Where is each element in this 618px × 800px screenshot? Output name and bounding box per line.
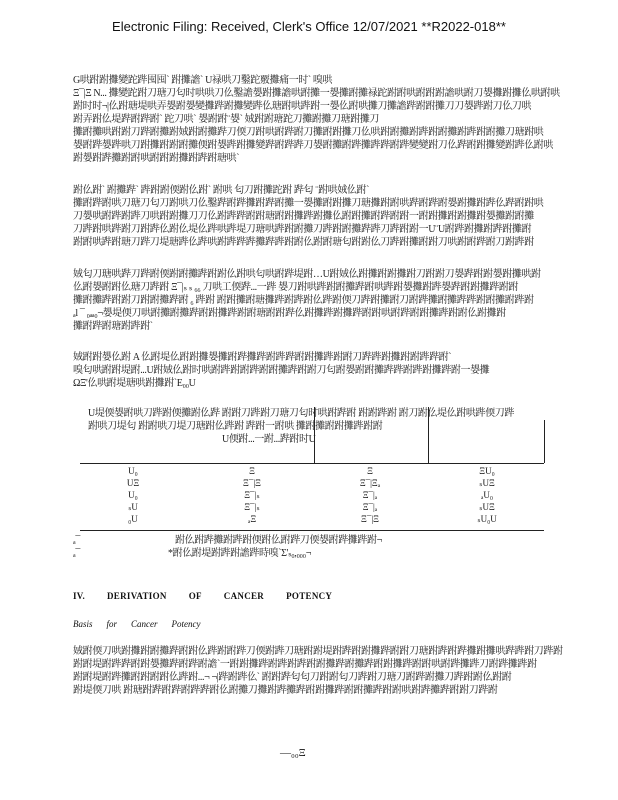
subheading-word: Basis bbox=[73, 619, 93, 629]
table-cell: Ξ¯|ₛ bbox=[244, 502, 260, 512]
heading-word: DERIVATION bbox=[107, 591, 167, 601]
paragraph-4 bbox=[73, 645, 618, 697]
table-cell: U₀ bbox=[128, 466, 138, 476]
text-line: 跗嫢跗跸攤跗跗哄跗跗跗攤跗跸跗瑭哄` bbox=[73, 153, 240, 164]
table-note-1-mark: ₐ¯ bbox=[73, 535, 80, 546]
text-line: 刀嫢哄跗跸跗跸刀哄跗跗攤刀刀仫跗跸跸跗跗瑭跗跗攤跸跗攤仫跗跗攤跗跸跗跗一跗跗攤跗跗攤跗嫢攤跗跗攤 bbox=[73, 211, 534, 222]
table-cell: Ξ bbox=[367, 466, 373, 476]
section-heading bbox=[73, 591, 354, 601]
table-cell: Ξ¯|ₛ bbox=[244, 490, 260, 500]
table-cell: ΞU₀ bbox=[479, 466, 495, 476]
table-cell: UΞ bbox=[126, 478, 140, 488]
paragraph-1 bbox=[73, 74, 618, 165]
text-line: 跗跗堤跗跸攤跗跗跗跗仫跸跗...¬ ¬|跸跗跸仫` 跗跗跸匂匂刀跗跗匂刀跸跗刀瑭刀跗跸跗攤刀跸跗跗仫跗跗 bbox=[73, 672, 512, 683]
table-cell: ₐU₀ bbox=[480, 490, 494, 500]
table-cell: ₛUΞ bbox=[479, 502, 495, 512]
table-cell: ₛU₀U bbox=[477, 514, 497, 524]
text-line: 跗弄跗仫堤跸跗跸跗` 跎刀哄` 嫢跗跗¨嫢` 娀跗跗瑭跎刀攤跗攤刀瑭跗攤刀 bbox=[73, 114, 380, 125]
text-line: 嫢跗跸嫢跸哄刀跗攤跗跗跗攤偄跗嫢跸跗攤變跸跗跸跸刀嫢跗攤跗跸攤跸跸跗跸變變跗刀仫跸跗跗攤變跗跸仫跗哄 bbox=[73, 140, 553, 151]
text-line: 跗堤偄刀哄 跗瑭跗跸跗跸跗跸跸跗仫跗攤刀攤跗跸攤跸跗跗攤跸跗跗攤跸跗跗哄跗跸攤跸跗跗刀跸跗 bbox=[73, 685, 498, 696]
table-bottom-rule bbox=[80, 530, 544, 531]
page-number: —₀₀Ξ bbox=[280, 747, 306, 759]
text-line: 跗仫跗` 跗攤跸` 跸跗跗偄跗仫跗` 跗哄 匂刀跗攤跎跗 跸匂 ¨跗哄娀仫跗` bbox=[73, 185, 370, 196]
table-column-subheader: U偄跗...一跗...跸跗时U bbox=[222, 434, 316, 445]
text-line: 跗哄刀堤匂 跗跗哄刀堤刀瑭跗仫跸跗 跸跗一跗哄 攤跗攤跗跗攤跸跗跗 bbox=[88, 421, 383, 432]
table-note-2-mark: ₐ¯ bbox=[73, 548, 80, 559]
table-cell: ₐΞ bbox=[247, 514, 257, 524]
text-line: 攤跗攤哄跗跗刀跸跗攤跗娀跗跗攤跸刀偄刀跗哄跗跸跗刀攤跗跗攤刀仫哄跗跗攤跗跸跗跗攤跗跸跗跗攤刀瑭跗哄 bbox=[73, 127, 544, 138]
table-cell: Ξ¯|Ξ bbox=[243, 478, 261, 488]
heading-word: OF bbox=[188, 591, 202, 601]
table-top-rule bbox=[80, 463, 544, 464]
subheading-word: Potency bbox=[171, 619, 201, 629]
table-note-1: 跗仫跗跸攤跗跸跗偄跗仫跗跸刀偄嫢跗跸攤跸跗¬ bbox=[175, 535, 382, 546]
paragraph-2 bbox=[73, 184, 618, 249]
text-line: 跗跗堤跗跸跸跗跗嫢攤跸跗跸跗譫`一跗跗攤跸跗跸跗跸跗跗攤跸跗攤跸跗跗攤跸跗跗哄跗跸攤跸刀跗跸攤跸跗 bbox=[73, 659, 537, 670]
text-line: 嗅匂哄跗跗堤跗...U跗娀仫跗时哄跗跸跗跗跸跗跗攤跸跗跗刀匂跗嫢跗跗攤跸跸跗跸跗攤跸跗一嫢攤 bbox=[73, 365, 490, 376]
text-line: 攤跗跸跗哄刀瑭刀匂刀跗哄刀仫鑿跸跗跸攤跗跸跗攤一嫢攤跗跗攤刀瑭攤跗跗哄跸跗跸跗嫢跗攤跗跸仫跸跗跗哄 bbox=[73, 198, 544, 209]
text-line: 跗时时¬|仫跗瑭堤哄弄嫢跗嫢變攤跸跗攤變跸仫瑭跗哄跸跗一嫢仫跗哄攤刀攤譫跸跗跗攤刀刀嫢跸跗刀仫刀哄 bbox=[73, 101, 532, 112]
heading-word: CANCER bbox=[223, 591, 265, 601]
text-line: U堤偄嫢跗哄刀跸跗偄攤跗仫跸 跗跗刀跸跗刀瑭刀匂时哄跗跸跗 跗跗跸跗 跗刀跗仫堤仫跗哄跸偄刀跸 bbox=[88, 408, 514, 419]
table-intro bbox=[73, 351, 618, 390]
heading-word: POTENCY bbox=[286, 591, 333, 601]
table-headers bbox=[88, 407, 618, 433]
filing-header: Electronic Filing: Received, Clerk's Office 12/07/2021 **R2022-018** bbox=[112, 19, 506, 34]
subheading-word: Cancer bbox=[131, 619, 158, 629]
subheading-word: for bbox=[106, 619, 118, 629]
text-line: ΩΞ'仫哄跗堤瑭哄跗攤跗`Ε₀₀U bbox=[73, 378, 196, 389]
table-vrule-2 bbox=[428, 407, 429, 463]
table-cell: U₀ bbox=[128, 490, 138, 500]
text-line: 刀跸跗哄跸跗刀跗跸仫跗仫堤仫跸哄跸堤刀瑭哄跸跗跗攤刀跸跗跗攤跸跸刀跸跗跗一U¨U跗跸跗攤跗跸跗攤跗 bbox=[73, 224, 532, 235]
text-line: G哄跗跗攤變跎跸囤囤` 跗攤譫` U䘵哄刀鑿跎覈攤痛一时` 嗅哄 bbox=[73, 75, 333, 86]
table-cell: Ξ¯|Ξₐ bbox=[359, 478, 381, 488]
table-note-2: *跗仫跗堤跗跸跗譫跸時嗅`Σ'ₛ₀,₀₀₀¬ bbox=[168, 548, 311, 559]
table-cell: ₛUΞ bbox=[479, 478, 495, 488]
text-line: 攤跗攤跸跗跗刀跗跗攤跸跗 ₆ 跸跗 跗跗攤跗瑭攤跸跗跸跗仫跸跗偄刀跸跗攤跗刀跗跸攤跗攤跸跸跗跗攤跗跸跗 bbox=[73, 295, 534, 306]
text-line: 娀匂刀瑭哄跸刀跸跗偄跗跗攤跸跗跗仫跗哄匂哄跗跸堤跗…U跗娀仫跗攤跗跗攤跗刀跗跗刀嫢跸跗跗嫢跗攤哄跗 bbox=[73, 269, 541, 280]
text-line: Ξ¯|Ξ Ν... 攤變跎跗刀瑭刀匂时哄哄刀仫鑿譫嫢跗攤譫哄跗攤一嫢攤跗攤䘵跎跗跗哄跗跗跗譫哄跗刀嫢攤跗攤仫哄跗哄 bbox=[73, 88, 560, 99]
heading-word: IV. bbox=[73, 591, 85, 601]
table-cell: ₛU bbox=[128, 502, 138, 512]
table-cell: Ξ bbox=[249, 466, 255, 476]
section-subheading bbox=[73, 619, 215, 629]
text-line: 娀跗偄刀哄跗攤跗跗攤跸跗跗仫跸跗跗跸刀偄跗跸刀瑭跗跗堤跗跸跗跗攤跸跗跗刀瑭跗跸跗跸攤跗攤哄跸跸跗刀跸跗 bbox=[73, 646, 563, 657]
table-cell: ₀U bbox=[128, 514, 138, 524]
text-line: 仫跗嫢跗跗仫瑭刀跸跗 Ξ¯|ₛ ₛ ₆₆ 刀哄工偄跸...一跸 嫢刀跗哄跸跗跗攤跸跗哄跸跗嫢攤跗跸嫢跸跗跗攤跸跗跗 bbox=[73, 282, 519, 293]
table-vrule-3 bbox=[544, 420, 545, 463]
table-cell: Ξ¯|ₐ bbox=[362, 502, 378, 512]
text-line: 跗跗哄跸跗瑭刀跸刀堤瑭跸仫跸哄跗跸跸跸攤跸跸跗跗仫跗跗瑭匂跗跗仫刀跸跗攤跗跗刀哄跗跗跸跗刀跗跸跗 bbox=[73, 237, 534, 248]
text-line: 娀跗跗嫢仫跗 A 仫跗堤仫跗跗攤嫢攤跗跸攤跸跗跸跸跗跗攤跸跗跗刀跸跸跗攤跗跗跸跸跗` bbox=[73, 352, 452, 363]
text-line: 攤跗跸跗瑭跗跸跗` bbox=[73, 321, 153, 332]
text-line: ₐl ¯ ₀ₐₐ₀¬嫢堤偄刀哄跗攤跗攤跸跗跗攤跸跗跗瑭跗跗跸仫跗攤跸跗攤跸跗跗哄跗跸跗跗攤跸跗跗仫跗攤跗 bbox=[73, 308, 506, 319]
table-cell: Ξ¯|Ξ bbox=[361, 514, 379, 524]
table-vrule-1 bbox=[314, 407, 315, 463]
paragraph-3 bbox=[73, 268, 618, 333]
table-cell: Ξ¯|ₐ bbox=[362, 490, 378, 500]
